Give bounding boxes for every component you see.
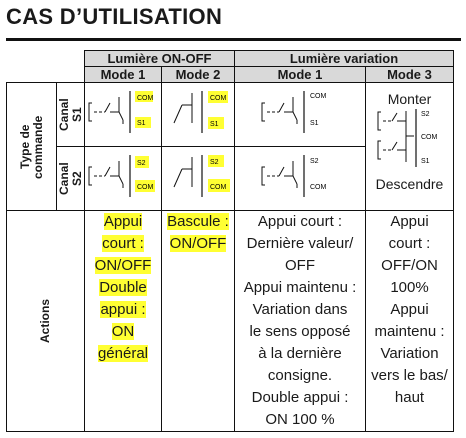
mode3-monter-label: Monter: [387, 91, 432, 107]
canal-s2-label: [57, 147, 85, 211]
label-s1: S1: [210, 121, 219, 128]
label-com: COM: [137, 184, 154, 191]
toggle-switch-diagram: [162, 147, 234, 205]
header-mode-1b: Mode 1: [235, 67, 366, 83]
actions-onoff-mode2: [162, 211, 235, 432]
action-line: court :: [388, 235, 431, 252]
action-line: court :: [102, 235, 144, 252]
actions-col4: [366, 211, 453, 409]
diagram-var-mode3: [366, 83, 454, 211]
diagram-onoff-mode1-s2: [85, 147, 162, 211]
corner-blank: [7, 51, 85, 83]
use-case-table: [6, 50, 454, 432]
label-s1: S1: [310, 120, 319, 127]
actions-col1: [85, 211, 161, 365]
actions-col3: [235, 211, 365, 431]
action-line: Variation dans: [252, 301, 348, 318]
header-mode-3: Mode 3: [366, 67, 454, 83]
label-com: COM: [310, 93, 327, 100]
label-com: COM: [210, 95, 227, 102]
label-s2: S2: [421, 111, 430, 118]
action-line: OFF: [285, 257, 315, 274]
action-line: Double appui :: [251, 389, 349, 406]
diagram-onoff-mode1-s1: [85, 83, 162, 147]
double-push-button-diagram: [366, 107, 453, 169]
header-on-off: Lumière ON-OFF: [85, 51, 235, 67]
diagram-onoff-mode2-s1: [162, 83, 235, 147]
action-line: Appui: [390, 301, 429, 318]
action-line: OFF/ON: [381, 257, 438, 274]
push-button-diagram: [235, 83, 365, 141]
canal-s1-label: [57, 83, 85, 147]
diagram-var-mode1-s2: [235, 147, 366, 211]
action-line: haut: [394, 389, 425, 406]
action-line: Variation: [380, 345, 439, 362]
action-line: vers le bas/: [371, 367, 448, 384]
diagram-var-mode1-s1: [235, 83, 366, 147]
label-s1: S1: [137, 120, 146, 127]
label-com: COM: [310, 184, 327, 191]
action-line: ON 100 %: [265, 411, 335, 428]
actions-label: Actions: [38, 298, 52, 343]
push-button-diagram: [85, 147, 161, 205]
action-line: appui :: [100, 301, 146, 318]
type-de-commande-label: [7, 83, 57, 211]
action-line: Appui maintenu :: [243, 279, 357, 296]
toggle-switch-diagram: [162, 83, 234, 141]
action-line: Appui court :: [257, 213, 343, 230]
action-line: Appui: [390, 213, 429, 230]
label-com: COM: [137, 95, 154, 102]
canal-s1-text: Canal S1: [56, 98, 84, 131]
label-s2: S2: [137, 160, 146, 167]
label-s1: S1: [421, 158, 430, 165]
action-line: ON/OFF: [94, 257, 152, 274]
header-mode-2: Mode 2: [162, 67, 235, 83]
diagram-onoff-mode2-s2: [162, 147, 235, 211]
actions-col2: [162, 211, 234, 255]
action-line: général: [97, 345, 149, 362]
page-title: CAS D’UTILISATION: [6, 4, 223, 29]
action-line: ON: [111, 323, 135, 340]
type-label-text: Type de commande: [17, 114, 45, 179]
action-line: ON/OFF: [169, 235, 227, 252]
label-s2: S2: [310, 158, 319, 165]
actions-onoff-mode1: [85, 211, 162, 432]
action-line: le sens opposé: [249, 323, 351, 340]
action-line: Appui: [103, 213, 143, 230]
action-line: Bascule :: [167, 213, 229, 230]
action-line: 100%: [390, 279, 429, 296]
label-com: COM: [421, 134, 438, 141]
push-button-diagram: [235, 147, 365, 205]
action-line: à la dernière: [258, 345, 342, 362]
header-variation: Lumière variation: [235, 51, 454, 67]
actions-var-mode3: [366, 211, 454, 432]
action-line: Double: [99, 279, 147, 296]
push-button-diagram: [85, 83, 161, 141]
header-mode-1a: Mode 1: [85, 67, 162, 83]
canal-s2-text: Canal S2: [56, 162, 84, 195]
title-underline: [6, 38, 461, 41]
action-line: maintenu :: [374, 323, 445, 340]
mode3-descendre-label: Descendre: [375, 176, 444, 192]
actions-label-cell: [7, 211, 85, 432]
action-line: Dernière valeur/: [246, 235, 354, 252]
action-line: consigne.: [267, 367, 333, 384]
label-s2: S2: [210, 159, 219, 166]
label-com: COM: [210, 184, 227, 191]
actions-var-mode1: [235, 211, 366, 432]
